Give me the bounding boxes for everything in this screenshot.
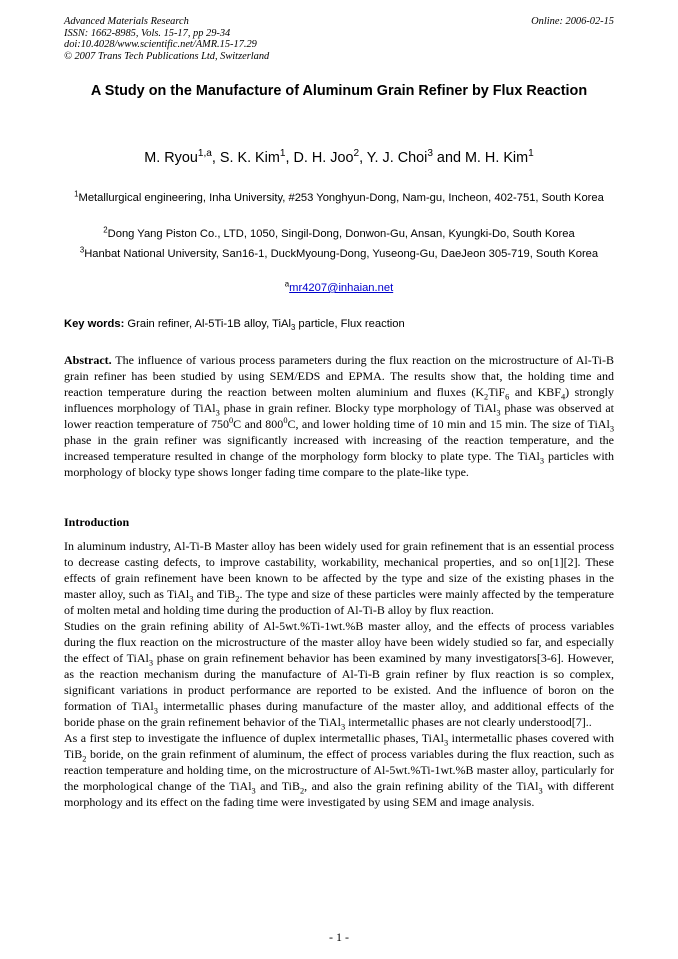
body-text: As a first step to investigate the influence of duplex intermetallic phases, TiAl [64, 731, 444, 745]
affiliation-2 [64, 226, 614, 242]
subscript: 3 [251, 786, 256, 796]
contact-email [64, 279, 614, 294]
author-name: and M. H. Kim [432, 150, 529, 166]
subscript: 3 [538, 786, 543, 796]
subscript: 3 [189, 594, 194, 604]
subscript: 3 [153, 706, 158, 716]
abstract-text: C, and lower holding time of 10 min and 15 min. The size of TiAl [287, 417, 610, 431]
keywords-text: Grain refiner, Al-5Ti-1B alloy, TiAl [124, 318, 291, 330]
affiliation-sup: 3 [79, 245, 85, 255]
author-name: , S. K. Kim [211, 150, 280, 166]
keywords-text: particle, Flux reaction [295, 318, 405, 330]
superscript: 0 [283, 416, 288, 425]
body-text: phase on grain refinement behavior has been examined by many investigators[3-6]. However, as the reaction mechanism during the manufacture of Al-Ti-B grain refiner by flux reaction is so complex, significant variations in product performance are reported to be existed. And the influence of boron on the formation of TiAl [64, 651, 614, 713]
abstract-text: phase in grain refiner. Blocky type morphology of TiAl [219, 401, 497, 415]
author-affil-sup: 2 [353, 148, 360, 160]
body-text: intermetallic phases covered with TiB [64, 731, 614, 761]
body-text: boride, on the grain refinment of aluminum, the effect of process variables during the flux reaction, such as reaction temperature and holding time, on the microstructure of Al-5wt.%Ti-1wt.%B master alloy, particularly for the morphological change of the TiAl [64, 747, 614, 793]
subscript: 3 [340, 722, 346, 732]
author-name: , D. H. Joo [285, 150, 354, 166]
subscript: 3 [539, 456, 545, 466]
author-list [64, 150, 614, 166]
body-text: intermetallic phases are not clearly understood[7].. [345, 715, 592, 729]
issn-line: ISSN: 1662-8985, Vols. 15-17, pp 29-34 [64, 27, 231, 39]
subscript: 4 [560, 392, 566, 402]
subscript: 3 [215, 408, 220, 418]
intro-paragraph-2 [64, 618, 614, 730]
subscript: 6 [505, 392, 510, 402]
subscript: 3 [148, 658, 154, 668]
body-text: and TiB [193, 587, 236, 601]
author-name: M. Ryou [144, 150, 198, 166]
affiliation-sup: 2 [103, 225, 108, 235]
author-affil-sup: 1 [279, 148, 286, 160]
abstract-text: and KBF [509, 385, 561, 399]
affiliation-sup: 1 [74, 189, 79, 199]
doi-line: doi:10.4028/www.scientific.net/AMR.15-17.29 [64, 39, 257, 51]
subscript: 2 [235, 594, 240, 604]
body-text: Studies on the grain refining ability of Al-5wt.%Ti-1wt.%B master alloy, and the effects of process variables during the flux reaction on the microstructure of the master alloy have been widely studied so far, and especially the effect of TiAl [64, 619, 614, 665]
superscript: 0 [228, 416, 234, 425]
affiliation-text: Metallurgical engineering, Inha University, #253 Yonghyun-Dong, Nam-gu, Incheon, 402-751, South Korea [78, 192, 604, 204]
affiliation-1 [64, 190, 614, 206]
subscript: 2 [484, 392, 489, 402]
intro-paragraph-3 [64, 730, 614, 810]
copyright-line: © 2007 Trans Tech Publications Ltd, Switzerland [64, 50, 270, 62]
subscript: 3 [290, 323, 296, 333]
abstract-text: The influence of various process parameters during the flux reaction on the microstructure of Al-Ti-B grain refiner has been studied by using SEM/EDS and EPMA. The results show that, the holding time and reaction temperature during the reaction between molten aluminium and fluxes (K [64, 353, 614, 399]
body-text: and TiB [255, 779, 300, 793]
abstract-text: C and 800 [233, 417, 284, 431]
subscript: 3 [496, 408, 501, 418]
journal-name: Advanced Materials Research [64, 16, 189, 27]
page-header [64, 16, 614, 62]
abstract-text: ) strongly influences morphology of TiAl [64, 385, 614, 415]
body-text: In aluminum industry, Al-Ti-B Master alloy has been widely used for grain refinement that is an essential process to decrease casting defects, to improve castability, workability, mechanical properties, and so on[1][2]. These effects of grain refinement have been known to be affected by the type and size of the existing phases in the master alloy, such as TiAl [64, 539, 614, 601]
subscript: 3 [609, 424, 614, 434]
body-text: . The type and size of these particles were mainly affected by the temperature of molten metal and holding time during the production of Al-Ti-B alloy by flux reaction. [64, 587, 615, 617]
page-number: - 1 - [329, 930, 349, 944]
abstract-text: TiF [488, 385, 506, 399]
introduction-body [64, 538, 614, 810]
author-affil-sup: 1 [528, 148, 534, 160]
email-link[interactable]: mr4207@inhaian.net [289, 282, 394, 294]
author-affil-sup: 3 [427, 148, 433, 160]
abstract-label: Abstract. [64, 353, 112, 367]
keywords-line [64, 318, 614, 333]
abstract-text: particles with morphology of blocky type shows longer fading time compare to the plate-like type. [64, 449, 614, 479]
author-affil-sup: 1,a [197, 148, 212, 160]
subscript: 2 [82, 754, 87, 764]
keywords-label: Key words: [64, 318, 125, 330]
section-heading-introduction: Introduction [64, 515, 130, 529]
body-text: with different morphology and its effect on the fading time were investigated by using SEM and image analysis. [64, 779, 614, 809]
subscript: 3 [443, 738, 449, 748]
online-date: Online: 2006-02-15 [531, 16, 614, 27]
abstract [64, 352, 614, 480]
abstract-text: phase was observed at lower reaction temperature of 750 [64, 401, 615, 431]
author-name: , Y. J. Choi [359, 150, 428, 166]
intro-paragraph-1 [64, 538, 614, 618]
abstract-text: phase in the grain refiner was significantly increased with increasing of the reaction temperature, and the increased temperature resulted in change of the morphology form blocky to plate type. The TiAl [64, 433, 614, 463]
body-text: , and also the grain refining ability of the TiAl [304, 779, 539, 793]
paper-title: A Study on the Manufacture of Aluminum Grain Refiner by Flux Reaction [90, 83, 588, 99]
email-sup: a [284, 279, 290, 289]
affiliation-text: Hanbat National University, San16-1, DuckMyoung-Dong, Yuseong-Gu, DaeJeon 305-719, South Korea [84, 248, 599, 260]
affiliation-text: Dong Yang Piston Co., LTD, 1050, Singil-Dong, Donwon-Gu, Ansan, Kyungki-Do, South Korea [107, 228, 575, 240]
body-text: intermetallic phases during manufacture of the master alloy, and additional effects of the boride phase on the grain refinement behavior of the TiAl [64, 699, 615, 729]
subscript: 2 [299, 786, 305, 796]
affiliation-3 [64, 246, 614, 262]
